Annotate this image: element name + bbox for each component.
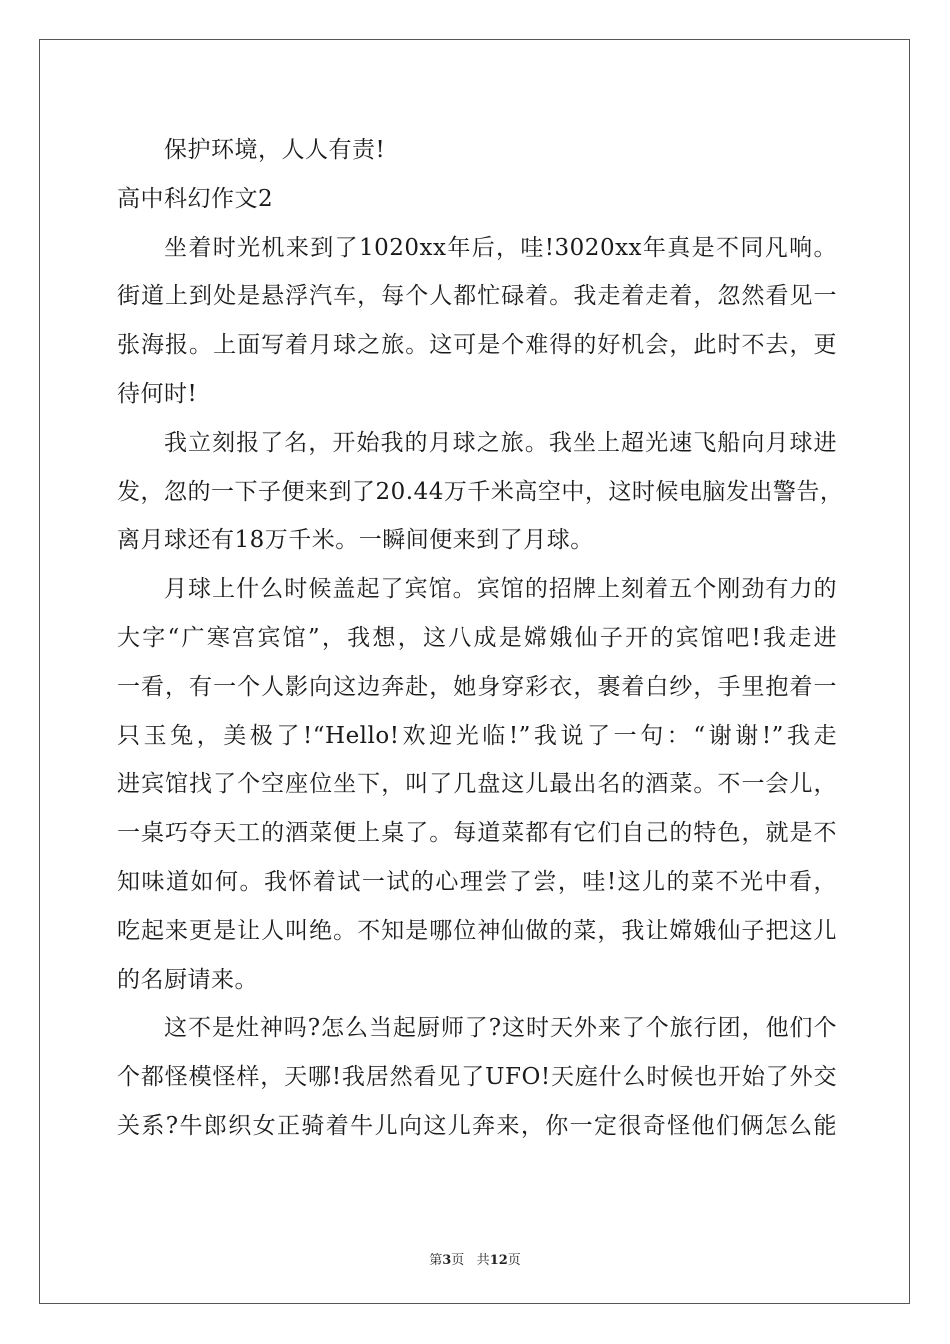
text-line: 吃起来更是让人叫绝。不知是哪位神仙做的菜，我让嫦娥仙子把这儿 <box>117 917 837 944</box>
footer-page-suffix: 页 <box>451 1253 465 1268</box>
text-line: 只玉兔，美极了!“Hello!欢迎光临!”我说了一句：“谢谢!”我走 <box>117 722 837 749</box>
text-line: 个都怪模怪样，天哪!我居然看见了UFO!天庭什么时候也开始了外交 <box>117 1064 837 1091</box>
text-line: 一看，有一个人影向这边奔赴，她身穿彩衣，裹着白纱，手里抱着一 <box>117 673 837 700</box>
text-line: 我立刻报了名，开始我的月球之旅。我坐上超光速飞船向月球进 <box>164 429 837 456</box>
current-page-number: 3 <box>442 1253 452 1268</box>
text-line: 关系?牛郎织女正骑着牛儿向这儿奔来，你一定很奇怪他们俩怎么能 <box>117 1112 837 1139</box>
text-line: 保护环境，人人有责! <box>164 137 386 163</box>
text-line: 街道上到处是悬浮汽车，每个人都忙碌着。我走着走着，忽然看见一 <box>117 283 837 310</box>
text-line: 张海报。上面写着月球之旅。这可是个难得的好机会，此时不去，更 <box>117 332 837 359</box>
text-line: 一桌巧夺天工的酒菜便上桌了。每道菜都有它们自己的特色，就是不 <box>117 820 837 847</box>
total-page-number: 12 <box>489 1253 508 1268</box>
text-line: 离月球还有18万千米。一瞬间便来到了月球。 <box>117 527 594 554</box>
text-line: 月球上什么时候盖起了宾馆。宾馆的招牌上刻着五个刚劲有力的 <box>164 576 837 603</box>
footer-total-suffix: 页 <box>507 1253 521 1268</box>
text-line: 进宾馆找了个空座位坐下，叫了几盘这儿最出名的酒菜。不一会儿， <box>117 771 837 798</box>
text-line: 坐着时光机来到了1020xx年后，哇!3020xx年真是不同凡响。 <box>164 234 837 261</box>
footer-total-prefix: 共 <box>476 1253 490 1268</box>
text-line: 大字“广寒宫宾馆”，我想，这八成是嫦娥仙子开的宾馆吧!我走进 <box>117 624 837 651</box>
text-line: 知味道如何。我怀着试一试的心理尝了尝，哇!这儿的菜不光中看， <box>117 868 837 895</box>
text-line: 高中科幻作文2 <box>117 185 274 212</box>
document-body <box>117 126 844 1151</box>
text-line: 待何时! <box>117 380 198 407</box>
page-footer <box>0 1249 950 1268</box>
footer-prefix: 第 <box>429 1253 443 1268</box>
text-line: 发，忽的一下子便来到了20.44万千米高空中，这时候电脑发出警告， <box>117 478 844 505</box>
text-line: 这不是灶神吗?怎么当起厨师了?这时天外来了个旅行团，他们个 <box>164 1015 837 1042</box>
text-line: 的名厨请来。 <box>117 966 258 993</box>
